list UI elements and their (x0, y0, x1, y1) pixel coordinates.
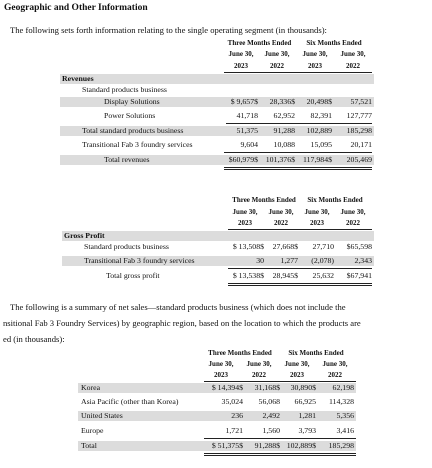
table-row (78, 426, 356, 436)
cell-value: 101,376$ (265, 155, 295, 164)
date-header: June 30, (302, 50, 328, 58)
cell-value: $ 13,538$ (232, 271, 264, 280)
table-row (60, 97, 374, 107)
three-months-header: Three Months Ended (208, 349, 272, 357)
year-header: 2022 (346, 62, 360, 70)
header-rule (228, 229, 372, 230)
date-header: June 30, (264, 50, 290, 58)
year-header: 2022 (270, 62, 284, 70)
header-rule (204, 381, 356, 382)
cell-value: 102,889$ (286, 441, 316, 450)
year-header: 2022 (274, 219, 288, 227)
cell-value: 1,560 (262, 426, 280, 435)
cell-value: 1,281 (298, 411, 316, 420)
total-double-rule (204, 453, 356, 456)
date-header: June 30, (322, 360, 348, 368)
date-header: June 30, (268, 208, 294, 216)
cell-value: $ 13,508$ (232, 242, 264, 251)
revenues-label: Revenues (62, 74, 94, 83)
table-row (78, 411, 356, 421)
cell-value: 1,721 (225, 426, 243, 435)
year-header: 2023 (238, 219, 252, 227)
six-months-header: Six Months Ended (307, 196, 363, 204)
row-label: United States (81, 411, 123, 420)
subtotal-rule (224, 152, 372, 153)
row-label: Total standard products business (82, 126, 184, 135)
cell-value: 5,356 (336, 411, 354, 420)
cell-value: 2,492 (262, 411, 280, 420)
year-header: 2023 (234, 62, 248, 70)
date-header: June 30, (208, 360, 234, 368)
three-months-header: Three Months Ended (227, 39, 292, 47)
section-title: Geographic and Other Information (4, 3, 148, 13)
cell-value: 205,469 (346, 155, 372, 164)
cell-value: 127,777 (346, 111, 372, 120)
cell-value: $ 9,657$ (230, 97, 258, 106)
cell-value: 117,984$ (303, 155, 332, 164)
row-label: Total gross profit (106, 271, 160, 280)
total-double-rule (224, 167, 372, 170)
table-row (78, 441, 356, 451)
row-label: Transitional Fab 3 foundry services (84, 256, 195, 265)
year-header: 2023 (308, 62, 322, 70)
intro-text: The following sets forth information relating to the single operating segment (in thousands): (10, 25, 327, 35)
table-row (62, 256, 374, 266)
table-row (62, 271, 374, 281)
cell-value: 3,416 (336, 426, 354, 435)
cell-value: 62,952 (273, 111, 295, 120)
cell-value: 31,168$ (254, 383, 280, 392)
table-row (60, 85, 374, 95)
subtotal-rule (204, 438, 356, 439)
table-row (62, 231, 374, 241)
summary-text: ed (in thousands): (3, 334, 65, 344)
row-label: Asia Pacific (other than Korea) (81, 397, 179, 406)
cell-value: 25,632 (312, 271, 334, 280)
summary-text: The following is a summary of net sales—standard products business (which does not include the (10, 302, 346, 312)
cell-value: 15,095 (310, 140, 332, 149)
six-months-header: Six Months Ended (306, 39, 362, 47)
cell-value: 30,890$ (290, 383, 316, 392)
year-header: 2022 (328, 371, 342, 379)
standard-products-label: Standard products business (82, 85, 167, 94)
date-header: June 30, (340, 50, 366, 58)
cell-value: 114,328 (328, 397, 354, 406)
cell-value: 91,288 (273, 126, 295, 135)
date-header: June 30, (340, 208, 366, 216)
cell-value: 91,288$ (254, 441, 280, 450)
row-label: Standard products business (84, 242, 169, 251)
table-row (62, 242, 374, 252)
gross-profit-label: Gross Profit (64, 231, 105, 240)
cell-value: 66,925 (294, 397, 316, 406)
cell-value: 51,375 (236, 126, 258, 135)
cell-value: 185,298 (328, 441, 354, 450)
cell-value: 236 (231, 411, 243, 420)
table-row (60, 155, 374, 165)
date-header: June 30, (284, 360, 310, 368)
cell-value: 27,668$ (272, 242, 298, 251)
cell-value: (2,078) (311, 256, 334, 265)
cell-value: $ 51,375$ (211, 441, 243, 450)
table-row (60, 140, 374, 150)
cell-value: 10,088 (273, 140, 295, 149)
table-row (60, 111, 374, 121)
cell-value: 28,336$ (269, 97, 295, 106)
cell-value: 102,889 (306, 126, 332, 135)
cell-value: 27,710 (312, 242, 334, 251)
cell-value: 35,024 (221, 397, 243, 406)
cell-value: $65,598 (346, 242, 372, 251)
cell-value: 20,171 (350, 140, 372, 149)
three-months-header: Three Months Ended (232, 196, 296, 204)
summary-text: nsitional Fab 3 Foundry Services) by geographic region, based on the location to which the products are (3, 318, 361, 328)
cell-value: 1,277 (280, 256, 298, 265)
row-label: Total (81, 441, 97, 450)
year-header: 2022 (346, 219, 360, 227)
cell-value: 57,521 (350, 97, 372, 106)
cell-value: $60,979$ (228, 155, 258, 164)
row-label: Transitional Fab 3 foundry services (82, 140, 193, 149)
row-label: Europe (81, 426, 104, 435)
subtotal-rule (228, 268, 372, 269)
cell-value: 28,945$ (272, 271, 298, 280)
cell-value: $ 14,394$ (211, 383, 243, 392)
year-header: 2022 (252, 371, 266, 379)
table-row (78, 383, 356, 393)
date-header: June 30, (304, 208, 330, 216)
date-header: June 30, (228, 50, 254, 58)
table-row (60, 74, 374, 84)
row-label: Display Solutions (104, 97, 160, 106)
table-row (78, 397, 356, 407)
row-label: Korea (81, 383, 101, 392)
row-label: Total revenues (104, 155, 150, 164)
cell-value: 30 (256, 256, 264, 265)
cell-value: 82,391 (310, 111, 332, 120)
year-header: 2023 (214, 371, 228, 379)
cell-value: 3,793 (298, 426, 316, 435)
year-header: 2023 (290, 371, 304, 379)
cell-value: $67,941 (346, 271, 372, 280)
table-row (60, 126, 374, 136)
header-rule (224, 72, 372, 73)
row-label: Power Solutions (104, 111, 156, 120)
cell-value: 56,068 (258, 397, 280, 406)
cell-value: 62,198 (332, 383, 354, 392)
year-header: 2023 (310, 219, 324, 227)
total-double-rule (228, 283, 372, 286)
date-header: June 30, (232, 208, 258, 216)
cell-value: 20,498$ (306, 97, 332, 106)
subtotal-rule (226, 123, 372, 124)
six-months-header: Six Months Ended (288, 349, 344, 357)
cell-value: 185,298 (346, 126, 372, 135)
cell-value: 9,604 (240, 140, 258, 149)
cell-value: 2,343 (354, 256, 372, 265)
cell-value: 41,718 (236, 111, 258, 120)
date-header: June 30, (246, 360, 272, 368)
